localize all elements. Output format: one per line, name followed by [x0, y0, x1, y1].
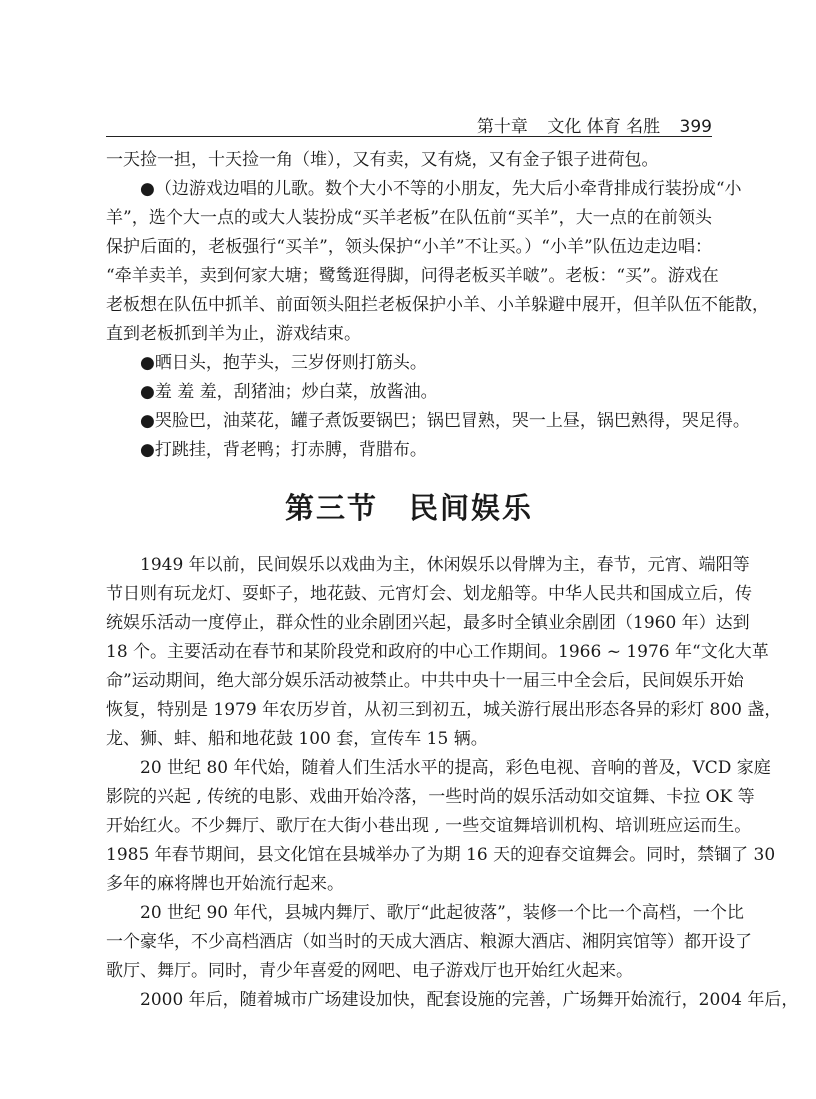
- text-line: ●打跳挂，背老鸭；打赤膊，背腊布。: [140, 440, 427, 460]
- text-line: 羊”，选个大一点的或大人装扮成“买羊老板”在队伍前“买羊”，大一点的在前领头: [106, 208, 712, 228]
- text-line: 2000 年后，随着城市广场建设加快，配套设施的完善，广场舞开始流行，2004 年后，: [140, 990, 799, 1010]
- text-line: ●羞 羞 羞，刮猪油；炒白菜，放酱油。: [140, 382, 438, 402]
- text-line: 老板想在队伍中抓羊、前面领头阻拦老板保护小羊、小羊躲避中展开，但羊队伍不能散，: [106, 295, 769, 315]
- text-line: 节日则有玩龙灯、耍虾子，地花鼓、元宵灯会、划龙船等。中华人民共和国成立后，传: [106, 584, 752, 604]
- text-line: 18 个。主要活动在春节和某阶段党和政府的中心工作期间。1966 ~ 1976 年“文化大革: [106, 642, 769, 662]
- text-line: 开始红火。不少舞厅、歌厅在大街小巷出现 , 一些交谊舞培训机构、培训班应运而生。: [106, 816, 752, 836]
- text-line: 影院的兴起 , 传统的电影、戏曲开始冷落，一些时尚的娱乐活动如交谊舞、卡拉 OK 等: [106, 787, 755, 807]
- text-line: 保护后面的，老板强行“买羊”，领头保护“小羊”不让买。）“小羊”队伍边走边唱：: [106, 237, 712, 257]
- folk-entertainment-block: [106, 551, 799, 1015]
- page-body: [106, 146, 799, 1015]
- text-line: 20 世纪 90 年代，县城内舞厅、歌厅“此起彼落”，装修一个比一个高档，一个比: [140, 903, 744, 923]
- page-number: 399: [679, 117, 712, 137]
- chapter-label: 第十章: [476, 117, 528, 137]
- text-line: 1949 年以前，民间娱乐以戏曲为主，休闲娱乐以骨牌为主，春节，元宵、端阳等: [140, 555, 750, 575]
- text-line: 命”运动期间，绝大部分娱乐活动被禁止。中共中央十一届三中全会后，民间娱乐开始: [106, 671, 744, 691]
- section-label: 文化 体育 名胜: [547, 117, 661, 137]
- text-line: ●晒日头，抱芋头，三岁伢则打筋头。: [140, 353, 427, 373]
- text-line: 直到老板抓到羊为止，游戏结束。: [106, 324, 361, 344]
- text-line: 统娱乐活动一度停止，群众性的业余剧团兴起，最多时全镇业余剧团（1960 年）达到: [106, 613, 750, 633]
- text-line: 1985 年春节期间，县文化馆在县城举办了为期 16 天的迎春交谊舞会。同时，禁锢了 30: [106, 845, 776, 865]
- text-line: 多年的麻将牌也开始流行起来。: [106, 874, 344, 894]
- running-header: [106, 112, 712, 137]
- text-line: 一个豪华，不少高档酒店（如当时的天成大酒店、粮源大酒店、湘阴宾馆等）都开设了: [106, 932, 752, 952]
- text-line: ●（边游戏边唱的儿歌。数个大小不等的小朋友，先大后小牵背排成行装扮成“小: [140, 179, 742, 199]
- text-line: 歌厅、舞厅。同时，青少年喜爱的网吧、电子游戏厅也开始红火起来。: [106, 961, 633, 981]
- text-line: 20 世纪 80 年代始，随着人们生活水平的提高，彩色电视、音响的普及，VCD 家庭: [140, 758, 771, 778]
- section-title: 第三节 民间娱乐: [284, 491, 533, 525]
- text-line: 龙、狮、蚌、船和地花鼓 100 套，宣传车 15 辆。: [106, 729, 488, 749]
- rhymes-block: [106, 146, 769, 465]
- text-line: 恢复，特别是 1979 年农历岁首，从初三到初五，城关游行展出形态各异的彩灯 800 盏，: [106, 700, 782, 720]
- text-line: 一天捡一担，十天捡一角（堆），又有卖，又有烧，又有金子银子进荷包。: [106, 150, 659, 170]
- text-line: ●哭脸巴，油菜花，罐子煮饭要锅巴；锅巴冒熟，哭一上昼，锅巴熟得，哭足得。: [140, 411, 750, 431]
- text-line: “牵羊卖羊，卖到何家大塘；鹭鸶逛得脚，问得老板买羊啵”。老板：“买”。游戏在: [106, 266, 719, 286]
